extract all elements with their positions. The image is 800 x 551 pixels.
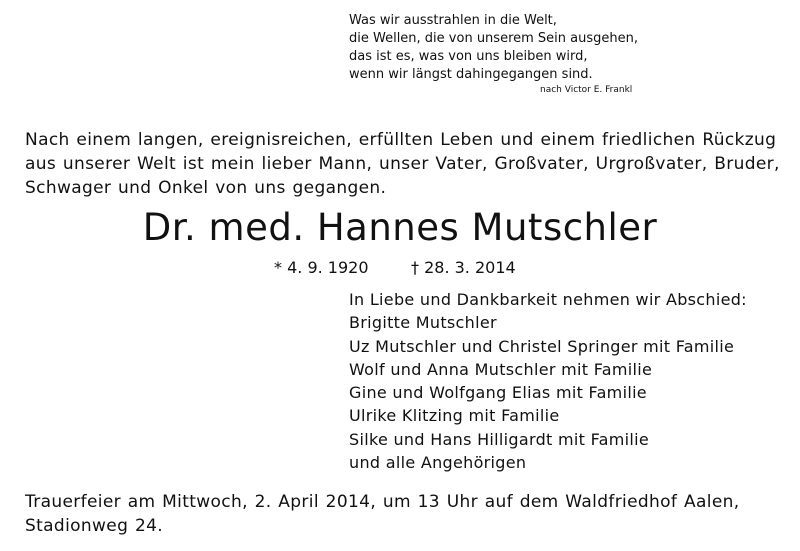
funeral-line: Stadionweg 24. xyxy=(25,516,164,536)
family-member: Uz Mutschler und Christel Springer mit Familie xyxy=(349,336,735,356)
intro-line: aus unserer Welt ist mein lieber Mann, unser Vater, Großvater, Urgroßvater, Bruder, xyxy=(25,154,780,174)
quote-block xyxy=(349,12,649,84)
funeral-line: Trauerfeier am Mittwoch, 2. April 2014, um 13 Uhr auf dem Waldfriedhof Aalen, xyxy=(25,492,740,512)
family-member: Silke und Hans Hilligardt mit Familie xyxy=(349,429,649,449)
quote-line: Was wir ausstrahlen in die Welt, xyxy=(349,13,557,28)
family-member: Wolf und Anna Mutschler mit Familie xyxy=(349,359,653,379)
deceased-name: Dr. med. Hannes Mutschler xyxy=(142,206,658,249)
family-member: und alle Angehörigen xyxy=(349,453,527,473)
birth-date: * 4. 9. 1920 xyxy=(274,258,369,277)
quote-line: wenn wir längst dahingegangen sind. xyxy=(349,67,593,82)
family-member: Ulrike Klitzing mit Familie xyxy=(349,406,560,426)
funeral-info xyxy=(25,490,795,538)
family-member: Gine und Wolfgang Elias mit Familie xyxy=(349,383,647,403)
death-date: † 28. 3. 2014 xyxy=(411,258,516,277)
family-member: Brigitte Mutschler xyxy=(349,313,497,333)
intro-line: Nach einem langen, ereignisreichen, erfüllten Leben und einem friedlichen Rückzug xyxy=(25,130,777,150)
family-heading: In Liebe und Dankbarkeit nehmen wir Abschied: xyxy=(349,290,747,309)
quote-line: die Wellen, die von unserem Sein ausgehen, xyxy=(349,31,638,46)
quote-attribution: nach Victor E. Frankl xyxy=(540,85,633,95)
quote-line: das ist es, was von uns bleiben wird, xyxy=(349,49,588,64)
intro-paragraph xyxy=(25,128,785,200)
family-list xyxy=(349,288,747,474)
intro-line: Schwager und Onkel von uns gegangen. xyxy=(25,178,387,198)
